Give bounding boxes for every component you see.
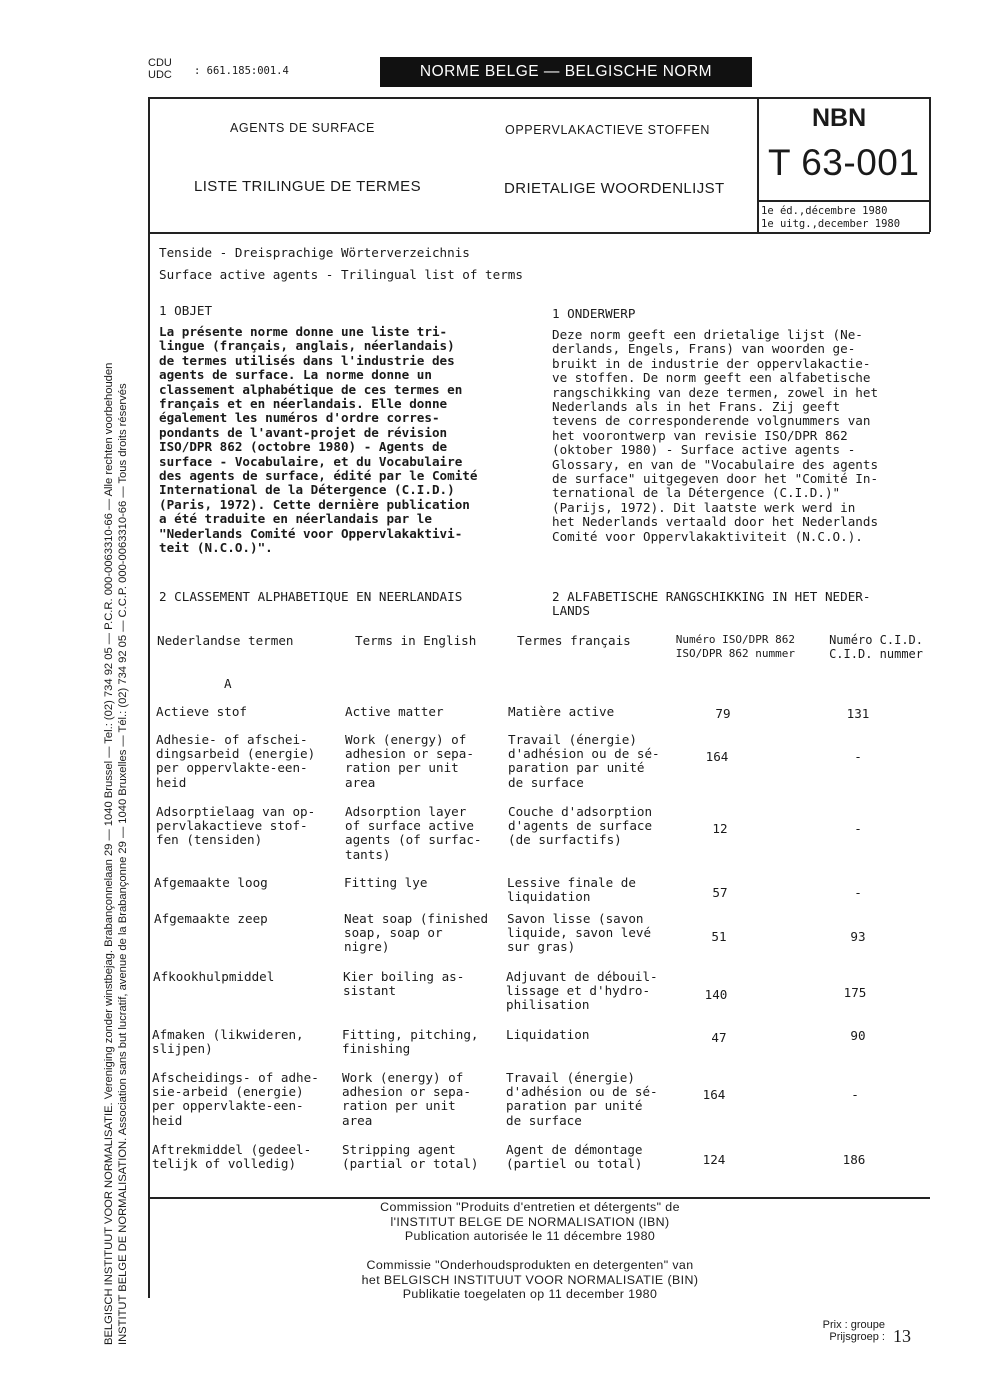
subtitle-en: Surface active agents - Trilingual list of terms	[159, 267, 523, 282]
table-row-8-nl: Aftrekmiddel (gedeel- telijk of volledig)	[152, 1142, 312, 1172]
table-row-4-en: Neat soap (finished soap, soap or nigre)	[344, 911, 489, 955]
table-row-0-cid: 131	[846, 706, 870, 721]
edition-fr: 1e éd.,décembre 1980	[761, 205, 888, 217]
table-row-8-fr: Agent de démontage (partiel ou total)	[506, 1142, 643, 1172]
table-row-3-en: Fitting lye	[344, 875, 428, 890]
table-row-8-cid: 186	[842, 1152, 866, 1167]
section1-heading-nl: 1 ONDERWERP	[552, 306, 636, 321]
table-row-0-nl: Actieve stof	[156, 704, 247, 719]
table-row-1-nl: Adhesie- of afschei- dingsarbeid (energie) per oppervlakte-een- heid	[156, 732, 316, 790]
nbn-box-right-rule	[929, 97, 931, 232]
header-top-rule	[148, 97, 930, 99]
col-header-iso: Numéro ISO/DPR 862 ISO/DPR 862 nummer	[675, 633, 795, 660]
footer-nl-line1: Commissie "Onderhoudsprodukten en detergenten" van	[366, 1258, 694, 1272]
table-row-4-iso: 51	[711, 929, 727, 944]
col-header-cid: Numéro C.I.D. C.I.D. nummer	[829, 633, 923, 661]
nbn-edition	[761, 205, 900, 231]
nbn-label: NBN	[812, 104, 867, 132]
table-row-2-iso: 12	[712, 821, 728, 836]
table-row-5-en: Kier boiling as- sistant	[343, 969, 465, 999]
table-row-0-iso: 79	[715, 706, 731, 721]
udc-code: : 661.185:001.4	[194, 65, 289, 77]
footer-nl-line2: het BELGISCH INSTITUUT VOOR NORMALISATIE (BIN)	[361, 1272, 699, 1287]
table-row-7-nl: Afscheidings- of adhe- sie-arbeid (energie) per oppervlakte-een- heid	[152, 1070, 319, 1128]
table-row-1-fr: Travail (énergie) d'adhésion ou de sé- paration par unité de surface	[508, 732, 660, 790]
table-row-1-cid: -	[854, 749, 862, 764]
sidebar-ibn-text: INSTITUT BELGE DE NORMALISATION. Association sans but lucratif, avenue de la Brabançonne 29 — 1040 Bruxelles — Tél.: (02) 734 92 05 — C.C.P. 000-0063310-66 — Tous droits réservés	[117, 383, 129, 1345]
table-row-5-nl: Afkookhulpmiddel	[153, 969, 275, 984]
section1-text-nl: Deze norm geeft een drietalige lijst (Ne- derlands, Engels, Frans) van woorden ge- bruikt in de industrie der oppervlakactie- ve stoffen. De norm geeft een alfabetische rangschikking van deze termen, zowel in het Nederlands als in het Frans. Zij geeft tevens de corresponderende volgnummers van het voorontwerp van revisie ISO/DPR 862 (oktober 1980) - Surface active agents - Glossary, en van de "Vocabulaire des agents de surface" uitgegeven door het "Comité In- ternational de la Détergence (C.I.D.)" (Parijs, 1972). Dit laatste werk werd in het Nederlands vertaald door het Nederlands Comité voor Oppervlakaktiviteit (N.C.O.).	[552, 327, 879, 544]
price-label-fr: Prix : groupe	[822, 1319, 885, 1331]
table-row-2-en: Adsorption layer of surface active agents (of surfac- tants)	[345, 804, 482, 862]
footer-fr-line3: Publication autorisée le 11 décembre 1980	[404, 1229, 656, 1243]
norm-banner: NORME BELGE — BELGISCHE NORM	[380, 57, 752, 87]
udc-labels	[148, 57, 172, 81]
udc-label-udc: UDC	[148, 69, 172, 81]
section2-heading-nl: 2 ALFABETISCHE RANGSCHIKKING IN HET NEDER- LANDS	[552, 589, 871, 619]
title-nl-large: DRIETALIGE WOORDENLIJST	[504, 180, 725, 197]
col-header-nl: Nederlandse termen	[157, 633, 294, 648]
section1-heading-fr: 1 OBJET	[159, 303, 213, 318]
table-row-2-nl: Adsorptielaag van op- pervlakactieve stof- fen (tensiden)	[156, 804, 316, 848]
table-row-6-en: Fitting, pitching, finishing	[342, 1027, 479, 1057]
title-fr-large: LISTE TRILINGUE DE TERMES	[194, 178, 421, 195]
footer-nl-line3: Publikatie toegelaten op 11 december 1980	[402, 1287, 658, 1301]
sidebar-bin-text: BELGISCH INSTITUUT VOOR NORMALISATIE. Vereniging zonder winstbejag. Brabançonnelaan 29 — 1040 Brussel — Tel.: (02) 734 92 05 — P.C.R. 000-0063310-66 — Alle rechten voorbehouden	[103, 362, 115, 1345]
edition-nl: 1e uitg.,december 1980	[761, 218, 901, 230]
table-row-2-cid: -	[854, 821, 862, 836]
price-group-number: 13	[893, 1326, 911, 1346]
section2-heading-fr: 2 CLASSEMENT ALPHABETIQUE EN NEERLANDAIS	[159, 589, 463, 604]
table-row-3-nl: Afgemaakte loog	[154, 875, 268, 890]
udc-label-cdu: CDU	[148, 57, 172, 69]
table-row-2-fr: Couche d'adsorption d'agents de surface (de surfactifs)	[508, 804, 653, 848]
table-row-0-en: Active matter	[345, 704, 444, 719]
table-row-3-iso: 57	[712, 885, 728, 900]
col-header-fr: Termes français	[517, 633, 631, 648]
table-row-1-iso: 164	[705, 749, 729, 764]
table-row-6-nl: Afmaken (likwideren, slijpen)	[152, 1027, 304, 1057]
table-row-4-nl: Afgemaakte zeep	[154, 911, 268, 926]
price-group-labels	[800, 1319, 885, 1343]
table-row-7-en: Work (energy) of adhesion or sepa- ration per unit area	[342, 1070, 471, 1128]
subtitle-de: Tenside - Dreisprachige Wörterverzeichnis	[159, 245, 470, 260]
table-row-7-cid: -	[851, 1087, 859, 1102]
title-nl-small: OPPERVLAKACTIEVE STOFFEN	[505, 123, 710, 137]
table-row-1-en: Work (energy) of adhesion or sepa- ration per unit area	[345, 732, 474, 790]
table-row-6-iso: 47	[711, 1030, 727, 1045]
table-row-7-fr: Travail (énergie) d'adhésion ou de sé- paration par unité de surface	[506, 1070, 658, 1128]
footer-nl	[250, 1258, 810, 1302]
left-frame-rule	[148, 97, 150, 1298]
table-row-8-en: Stripping agent (partial or total)	[342, 1142, 479, 1172]
table-row-4-cid: 93	[850, 929, 866, 944]
table-row-0-fr: Matière active	[508, 704, 615, 719]
nbn-box-left-rule	[757, 97, 759, 232]
table-row-4-fr: Savon lisse (savon liquide, savon levé sur gras)	[507, 911, 652, 955]
nbn-number: T 63-001	[768, 142, 920, 183]
table-row-6-fr: Liquidation	[506, 1027, 590, 1042]
table-row-5-iso: 140	[704, 987, 728, 1002]
footer-fr-line1: Commission "Produits d'entretien et détergents" de	[380, 1200, 680, 1214]
table-row-5-fr: Adjuvant de débouil- lissage et d'hydro- philisation	[506, 969, 658, 1013]
footer-fr	[250, 1200, 810, 1244]
footer-top-rule	[148, 1197, 930, 1199]
table-row-3-fr: Lessive finale de liquidation	[507, 875, 636, 905]
header-bottom-rule	[148, 232, 930, 234]
table-row-6-cid: 90	[850, 1028, 866, 1043]
table-row-5-cid: 175	[843, 985, 867, 1000]
table-row-8-iso: 124	[702, 1152, 726, 1167]
price-label-nl: Prijsgroep :	[829, 1331, 885, 1343]
col-header-en: Terms in English	[355, 633, 477, 648]
nbn-edition-rule	[757, 200, 930, 202]
section1-text-fr: La présente norme donne une liste tri- lingue (français, anglais, néerlandais) de termes utilisés dans l'industrie des agents de surface. La norme donne un classement alphabétique de ces termes en français et en néerlandais. Elle donne également les numéros d'ordre corres- pondants de l'avant-projet de révision ISO/DPR 862 (octobre 1980) - Agents de surface - Vocabulaire, et du Vocabulaire des agents de surface, édité par le Comité International de la Détergence (C.I.D.) (Paris, 1972). Cette dernière publication a été traduite en néerlandais par le "Nederlands Comité voor Oppervlakaktivi- teit (N.C.O.)".	[159, 324, 478, 556]
table-row-7-iso: 164	[702, 1087, 726, 1102]
table-row-3-cid: -	[854, 885, 862, 900]
footer-fr-line2: l'INSTITUT BELGE DE NORMALISATION (IBN)	[390, 1214, 670, 1229]
title-fr-small: AGENTS DE SURFACE	[230, 121, 375, 135]
letter-heading: A	[224, 676, 232, 691]
